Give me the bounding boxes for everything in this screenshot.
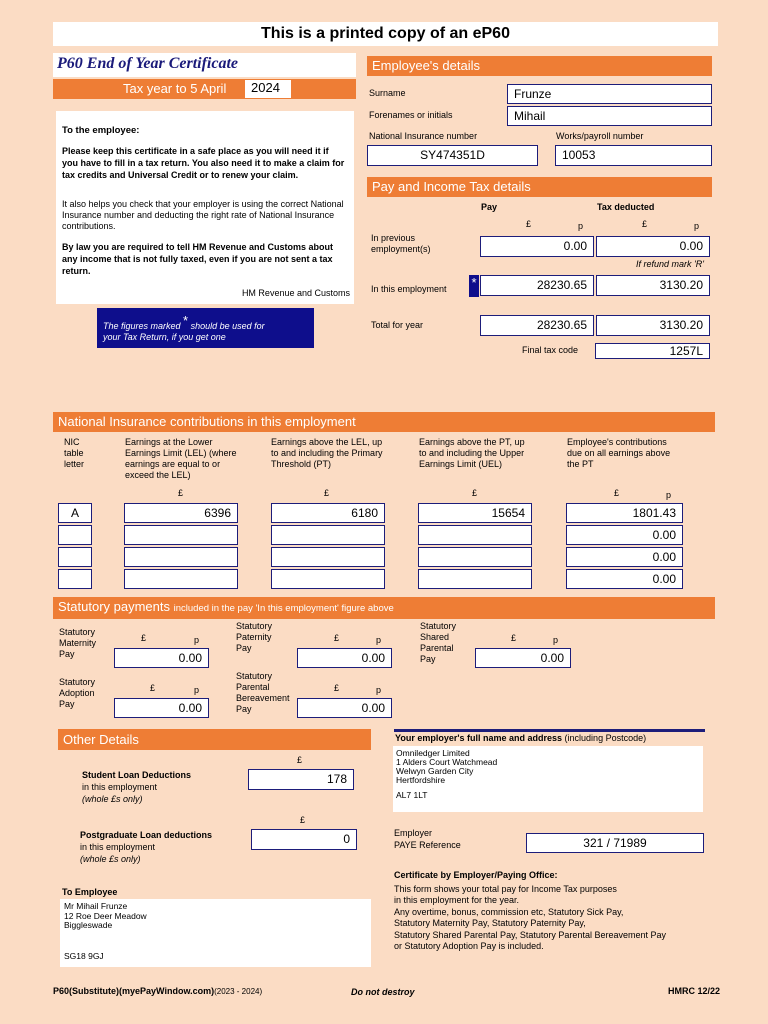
bereavement-label: Statutory Parental Bereavement Pay bbox=[236, 671, 290, 714]
intro-paragraph-1: Please keep this certificate in a safe place as you will need it if you have to fill in a tax return. You also need it to make a claim for tax credits and Universal Credit or to renew your claim. bbox=[62, 146, 345, 180]
employer-address-line: 1 Alders Court Watchmead bbox=[396, 757, 498, 767]
ni-col-pt: Earnings above the LEL, up to and including the Primary Threshold (PT) bbox=[271, 437, 383, 469]
student-loan-field: 178 bbox=[248, 769, 354, 790]
ni-uel-field bbox=[418, 569, 532, 589]
ni-lel-field bbox=[124, 525, 238, 545]
statutory-heading-text: Statutory payments bbox=[58, 599, 170, 614]
note-text-b: should be used for bbox=[188, 321, 265, 331]
ni-letter-field bbox=[58, 569, 92, 589]
paye-reference-field: 321 / 71989 bbox=[526, 833, 704, 853]
ni-uel-field bbox=[418, 525, 532, 545]
ni-contrib-pound: £ bbox=[614, 488, 620, 498]
tax-column-header: Tax deducted bbox=[597, 202, 655, 212]
payroll-number-label: Works/payroll number bbox=[556, 131, 644, 141]
maternity-pound: £ bbox=[141, 633, 147, 643]
forenames-label: Forenames or initials bbox=[369, 110, 453, 120]
employer-address-line: Omniledger Limited bbox=[396, 748, 470, 758]
ni-number-label: National Insurance number bbox=[369, 131, 478, 141]
forenames-field: Mihail bbox=[507, 106, 712, 126]
adoption-label: Statutory Adoption Pay bbox=[59, 677, 96, 709]
previous-employment-label: In previous employment(s) bbox=[371, 233, 431, 254]
this-employment-star: * bbox=[469, 275, 479, 297]
ni-pt-field bbox=[271, 547, 385, 567]
surname-label: Surname bbox=[369, 88, 406, 98]
adoption-field: 0.00 bbox=[114, 698, 209, 718]
this-pay-field: 28230.65 bbox=[480, 275, 594, 296]
ni-letter-field bbox=[58, 525, 92, 545]
paye-label-1: Employer bbox=[394, 828, 433, 838]
intro-panel bbox=[56, 111, 354, 304]
maternity-pence: p bbox=[194, 635, 200, 645]
employee-address-box bbox=[60, 899, 371, 967]
certificate-by-employer bbox=[394, 870, 714, 953]
employer-heading-text: Your employer's full name and address bbox=[395, 733, 563, 743]
bereavement-pound: £ bbox=[334, 683, 340, 693]
employee-postcode: SG18 9GJ bbox=[64, 951, 104, 961]
maternity-label: Statutory Maternity Pay bbox=[59, 627, 97, 659]
note-text-c: your Tax Return, if you get one bbox=[103, 332, 226, 342]
employer-address-line: Hertfordshire bbox=[396, 775, 446, 785]
employee-details-heading: Employee's details bbox=[367, 56, 712, 76]
figures-note bbox=[97, 308, 314, 348]
total-for-year-label: Total for year bbox=[371, 320, 424, 330]
employer-heading bbox=[395, 733, 646, 744]
employer-heading-note: (including Postcode) bbox=[564, 733, 647, 743]
pay-tax-heading: Pay and Income Tax details bbox=[367, 177, 712, 197]
this-employment-label: In this employment bbox=[371, 284, 447, 294]
ni-lel-field bbox=[124, 569, 238, 589]
postgraduate-loan-note: (whole £s only) bbox=[80, 854, 141, 864]
shared-pence: p bbox=[553, 635, 559, 645]
other-details-heading: Other Details bbox=[58, 729, 371, 750]
certificate-line: or Statutory Adoption Pay is included. bbox=[394, 941, 544, 951]
footer-form: P60(Substitute)(myePayWindow.com) bbox=[53, 986, 215, 996]
statutory-subheading: included in the pay 'In this employment' figure above bbox=[173, 603, 394, 614]
ni-col-letter: NIC table letter bbox=[64, 437, 85, 469]
bereavement-field: 0.00 bbox=[297, 698, 392, 718]
certificate-title: P60 End of Year Certificate bbox=[57, 55, 239, 72]
ni-pt-pound: £ bbox=[324, 488, 330, 498]
paternity-pence: p bbox=[376, 635, 382, 645]
certificate-line: Statutory Shared Parental Pay, Statutory Parental Bereavement Pay bbox=[394, 929, 666, 940]
ni-letter-field bbox=[58, 547, 92, 567]
tax-year-label: Tax year to 5 April bbox=[123, 81, 227, 96]
certificate-line: Statutory Maternity Pay, Statutory Paternity Pay, bbox=[394, 918, 586, 928]
employee-address-line: 12 Roe Deer Meadow bbox=[64, 910, 147, 921]
employer-divider bbox=[394, 729, 705, 732]
adoption-pound: £ bbox=[150, 683, 156, 693]
ni-lel-field bbox=[124, 547, 238, 567]
ni-lel-field: 6396 bbox=[124, 503, 238, 523]
employee-address-line: Biggleswade bbox=[64, 920, 113, 930]
certificate-line: This form shows your total pay for Income Tax purposes bbox=[394, 883, 617, 894]
ni-contrib-pence: p bbox=[666, 490, 672, 500]
previous-pay-field: 0.00 bbox=[480, 236, 594, 257]
pay-pound-header: £ bbox=[526, 219, 532, 229]
student-loan-pound: £ bbox=[297, 755, 303, 765]
employee-address-line: Mr Mihail Frunze bbox=[64, 901, 128, 911]
ni-uel-pound: £ bbox=[472, 488, 478, 498]
page-title: This is a printed copy of an eP60 bbox=[53, 22, 718, 46]
tax-year-value: 2024 bbox=[245, 80, 291, 98]
certificate-title-box bbox=[53, 53, 356, 77]
postgraduate-loan-label: Postgraduate Loan deductions bbox=[80, 830, 213, 840]
ni-contrib-field: 1801.43 bbox=[566, 503, 683, 523]
previous-tax-field: 0.00 bbox=[596, 236, 710, 257]
postgraduate-loan-pound: £ bbox=[300, 815, 306, 825]
postgraduate-loan-field: 0 bbox=[251, 829, 357, 850]
tax-year-bar bbox=[53, 79, 356, 99]
ni-number-field: SY474351D bbox=[367, 145, 538, 166]
maternity-field: 0.00 bbox=[114, 648, 209, 668]
shared-parental-field: 0.00 bbox=[475, 648, 571, 668]
shared-parental-label: Statutory Shared Parental Pay bbox=[420, 621, 457, 664]
certificate-line: in this employment for the year. bbox=[394, 895, 520, 905]
tax-pound-header: £ bbox=[642, 219, 648, 229]
ni-pt-field bbox=[271, 569, 385, 589]
bereavement-pence: p bbox=[376, 685, 382, 695]
intro-signoff: HM Revenue and Customs bbox=[241, 288, 350, 298]
postgraduate-loan-sub: in this employment bbox=[80, 842, 156, 852]
adoption-pence: p bbox=[194, 685, 200, 695]
shared-pound: £ bbox=[511, 633, 517, 643]
student-loan-note: (whole £s only) bbox=[82, 794, 143, 804]
footer-years: (2023 - 2024) bbox=[214, 987, 263, 996]
paye-label-2: PAYE Reference bbox=[394, 840, 461, 850]
ni-lel-pound: £ bbox=[178, 488, 184, 498]
statutory-payments-heading bbox=[53, 597, 715, 619]
to-employee-heading: To Employee bbox=[62, 887, 118, 897]
note-text-a: The figures marked bbox=[103, 321, 184, 331]
payroll-number-field: 10053 bbox=[555, 145, 712, 166]
footer-form-ref bbox=[53, 986, 262, 997]
intro-paragraph-2: It also helps you check that your employer is using the correct National Insurance number and deducting the right rate of National Insurance contributions. bbox=[62, 199, 344, 231]
ni-uel-field: 15654 bbox=[418, 503, 532, 523]
final-tax-code-label: Final tax code bbox=[522, 345, 579, 355]
ni-uel-field bbox=[418, 547, 532, 567]
tax-pence-header: p bbox=[694, 221, 700, 231]
ni-contrib-field: 0.00 bbox=[566, 525, 683, 545]
paternity-pound: £ bbox=[334, 633, 340, 643]
employer-address-box bbox=[393, 746, 703, 812]
student-loan-sub: in this employment bbox=[82, 782, 158, 792]
ni-col-uel: Earnings above the PT, up to and including the Upper Earnings Limit (UEL) bbox=[419, 437, 525, 469]
ni-pt-field: 6180 bbox=[271, 503, 385, 523]
employer-postcode: AL7 1LT bbox=[396, 790, 428, 800]
final-tax-code-field: 1257L bbox=[595, 343, 710, 359]
pay-pence-header: p bbox=[578, 221, 584, 231]
student-loan-label: Student Loan Deductions bbox=[82, 770, 191, 780]
ni-col-lel: Earnings at the Lower Earnings Limit (LEL) (where earnings are equal to or exceed the LEL) bbox=[125, 437, 237, 480]
total-pay-field: 28230.65 bbox=[480, 315, 594, 336]
note-star: * bbox=[183, 313, 189, 328]
pay-column-header: Pay bbox=[481, 202, 498, 212]
ni-contributions-heading: National Insurance contributions in this employment bbox=[53, 412, 715, 432]
surname-field: Frunze bbox=[507, 84, 712, 104]
ni-contrib-field: 0.00 bbox=[566, 547, 683, 567]
ni-pt-field bbox=[271, 525, 385, 545]
ni-contrib-field: 0.00 bbox=[566, 569, 683, 589]
refund-note: If refund mark 'R' bbox=[636, 259, 704, 269]
intro-paragraph-3: By law you are required to tell HM Revenue and Customs about any income that is not fully taxed, even if you are not sent a tax return. bbox=[62, 242, 334, 276]
total-tax-field: 3130.20 bbox=[596, 315, 710, 336]
footer-hmrc-ref: HMRC 12/22 bbox=[668, 986, 721, 996]
paternity-field: 0.00 bbox=[297, 648, 392, 668]
ni-col-contributions: Employee's contributions due on all earnings above the PT bbox=[567, 437, 671, 469]
ni-letter-field: A bbox=[58, 503, 92, 523]
this-tax-field: 3130.20 bbox=[596, 275, 710, 296]
footer-do-not-destroy: Do not destroy bbox=[351, 987, 415, 997]
paternity-label: Statutory Paternity Pay bbox=[236, 621, 273, 653]
certificate-line: Any overtime, bonus, commission etc, Statutory Sick Pay, bbox=[394, 906, 624, 917]
certificate-by-heading: Certificate by Employer/Paying Office: bbox=[394, 870, 558, 880]
intro-heading: To the employee: bbox=[62, 125, 140, 136]
employer-address-line: Welwyn Garden City bbox=[396, 766, 474, 776]
